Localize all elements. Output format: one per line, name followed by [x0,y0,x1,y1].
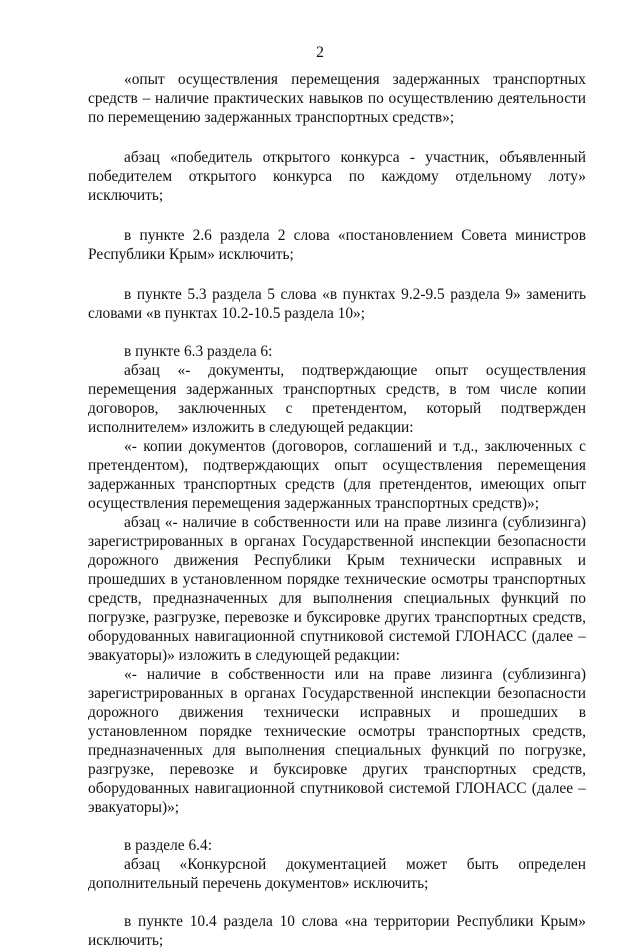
paragraph-item-2-6: в пункте 2.6 раздела 2 слова «постановлением Совета министров Республики Крым» исключить; [88,227,586,263]
paragraph-item-6-3-heading: в пункте 6.3 раздела 6: [124,343,273,360]
page-number: 2 [316,44,324,61]
paragraph-ownership-old: абзац «- наличие в собственности или на праве лизинга (сублизинга) зарегистрированных в органах Государственной инспекции безопасности дорожного движения Республики Крым технически исправных и прошедших в установленном порядке технические осмотры транспортных средств, предназначенных для выполнения специальных функций по погрузке, разгрузке, перевозке и буксировке других транспортных средств, оборудованных навигационной спутниковой системой ГЛОНАСС (далее – эвакуаторы)» изложить в следующей редакции: [88,514,586,664]
paragraph-documents-new: «- копии документов (договоров, соглашений и т.д., заключенных с претендентом), подтверждающих опыт осуществления перемещения задержанных транспортных средств (для претендентов, имеющих опыт осуществления перемещения задержанных транспортных средств)»; [88,438,586,512]
paragraph-section-6-4-heading: в разделе 6.4: [124,837,212,854]
paragraph-section-6-4-clause: абзац «Конкурсной документацией может быть определен дополнительный перечень документов» исключить; [88,856,586,892]
paragraph-winner-definition: абзац «победитель открытого конкурса - участник, объявленный победителем открытого конкурса по каждому отдельному лоту» исключить; [88,149,586,204]
paragraph-item-10-4: в пункте 10.4 раздела 10 слова «на территории Республики Крым» исключить; [88,913,586,949]
paragraph-ownership-new: «- наличие в собственности или на праве лизинга (сублизинга) зарегистрированных в органах Государственной инспекции безопасности дорожного движения технически исправных и прошедших в установленном порядке технические осмотры транспортных средств, предназначенных для выполнения специальных функций по погрузке, разгрузке, перевозке и буксировке других транспортных средств, оборудованных навигационной спутниковой системой ГЛОНАСС (далее – эвакуаторы)»; [88,666,586,816]
paragraph-item-5-3: в пункте 5.3 раздела 5 слова «в пунктах 9.2-9.5 раздела 9» заменить словами «в пунктах 10.2-10.5 раздела 10»; [88,286,586,322]
paragraph-experience-definition: «опыт осуществления перемещения задержанных транспортных средств – наличие практических навыков по осуществлению деятельности по перемещению задержанных транспортных средств»; [88,71,586,126]
document-body [88,70,586,950]
paragraph-documents-old: абзац «- документы, подтверждающие опыт осуществления перемещения задержанных транспортных средств, в том числе копии договоров, заключенных с претендентом, который подтвержден исполнителем» изложить в следующей редакции: [88,362,586,436]
